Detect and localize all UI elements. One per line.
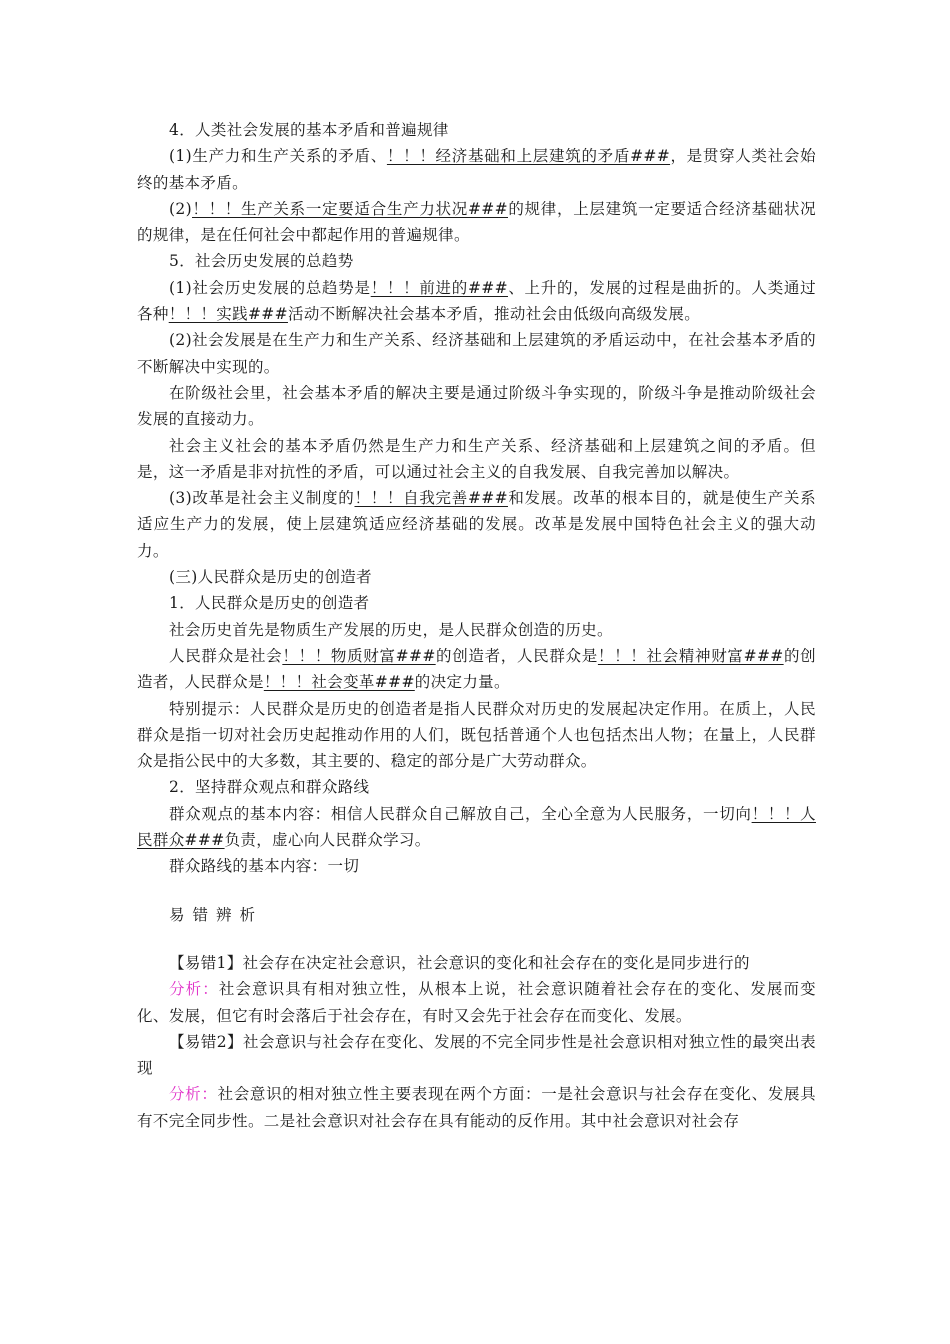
- analysis-2: 分析：社会意识的相对独立性主要表现在两个方面：一是社会意识与社会存在变化、发展具有不完全同步性。二是社会意识对社会存在具有能动的反作用。其中社会意识对社会存: [137, 1085, 817, 1130]
- paragraph-general-trend-2: (2)社会发展是在生产力和生产关系、经济基础和上层建筑的矛盾运动中，在社会基本矛盾的不断解决中实现的。: [137, 331, 816, 376]
- paragraph-basic-contradiction-1: (1)生产力和生产关系的矛盾、！！！经济基础和上层建筑的矛盾###，是贯穿人类社会始终的基本矛盾。: [137, 147, 816, 192]
- section-title: 易错辨析: [169, 905, 264, 924]
- paragraph-reform: (3)改革是社会主义制度的！！！自我完善###和发展。改革的根本目的，就是使生产关系适应生产力的发展，使上层建筑适应经济基础的发展。改革是发展中国特色社会主义的强大动力。: [137, 489, 816, 560]
- paragraph-mass-viewpoint: 群众观点的基本内容：相信人民群众自己解放自己，全心全意为人民服务，一切向！！！人民群众###负责，虚心向人民群众学习。: [137, 804, 816, 850]
- answer-blank: ！！！社会精神财富###: [597, 646, 784, 665]
- paragraph-socialist-society: 社会主义社会的基本矛盾仍然是生产力和生产关系、经济基础和上层建筑之间的矛盾。但是，这一矛盾是非对抗性的矛盾，可以通过社会主义的自我发展、自我完善加以解决。: [137, 436, 816, 481]
- answer-blank: ！！！前进的###: [370, 278, 508, 297]
- answer-blank: ！！！实践###: [168, 305, 288, 324]
- heading-mass-line: 2．坚持群众观点和群众路线: [169, 778, 370, 797]
- paragraph-special-note: 特别提示：人民群众是历史的创造者是指人民群众对历史的发展起决定作用。在质上，人民群众是指一切对社会历史起推动作用的人们，既包括普通个人也包括杰出人物；在量上，人民群众是指公民中的大多数，其主要的、稳定的部分是广大劳动群众。: [137, 699, 816, 771]
- paragraph-general-trend-1: (1)社会历史发展的总趋势是！！！前进的###、上升的，发展的过程是曲折的。人类通过各种！！！实践###活动不断解决社会基本矛盾，推动社会由低级向高级发展。: [137, 278, 816, 324]
- paragraph-people-roles: 人民群众是社会！！！物质财富###的创造者，人民群众是！！！社会精神财富###的创造者，人民群众是！！！社会变革###的决定力量。: [137, 646, 817, 692]
- heading-general-trend: 5．社会历史发展的总趋势: [169, 252, 354, 271]
- error-item-2: 【易错2】社会意识与社会存在变化、发展的不完全同步性是社会意识相对独立性的最突出表现: [137, 1032, 816, 1078]
- analysis-label: 分析：: [169, 1085, 218, 1104]
- analysis-1: 分析：社会意识具有相对独立性，从根本上说，社会意识随着社会存在的变化、发展而变化、发展，但它有时会落后于社会存在，有时又会先于社会存在而变化、发展。: [137, 980, 816, 1025]
- heading-basic-contradiction: 4．人类社会发展的基本矛盾和普遍规律: [169, 121, 449, 139]
- analysis-label: 分析：: [169, 980, 219, 999]
- answer-blank: ！！！人民群众###: [137, 804, 816, 850]
- paragraph-mass-line: 群众路线的基本内容：一切: [169, 857, 360, 876]
- paragraph-class-society: 在阶级社会里，社会基本矛盾的解决主要是通过阶级斗争实现的，阶级斗争是推动阶级社会发展的直接动力。: [137, 383, 816, 429]
- paragraph-material-production: 社会历史首先是物质生产发展的历史，是人民群众创造的历史。: [169, 620, 613, 639]
- error-item-1: 【易错1】社会存在决定社会意识，社会意识的变化和社会存在的变化是同步进行的: [169, 953, 750, 972]
- paragraph-basic-contradiction-2: (2)！！！生产关系一定要适合生产力状况###的规律，上层建筑一定要适合经济基础状况的规律，是在任何社会中都起作用的普遍规律。: [137, 199, 816, 245]
- answer-blank: ！！！社会变革###: [263, 673, 415, 692]
- heading-people-creators: (三)人民群众是历史的创造者: [169, 568, 372, 587]
- answer-blank: ！！！经济基础和上层建筑的矛盾###: [386, 147, 671, 166]
- answer-blank: ！！！自我完善###: [354, 489, 508, 508]
- heading-people-creators-1: 1．人民群众是历史的创造者: [169, 594, 370, 613]
- answer-blank: ！！！物质财富###: [282, 646, 436, 665]
- answer-blank: ！！！生产关系一定要适合生产力状况###: [192, 199, 508, 218]
